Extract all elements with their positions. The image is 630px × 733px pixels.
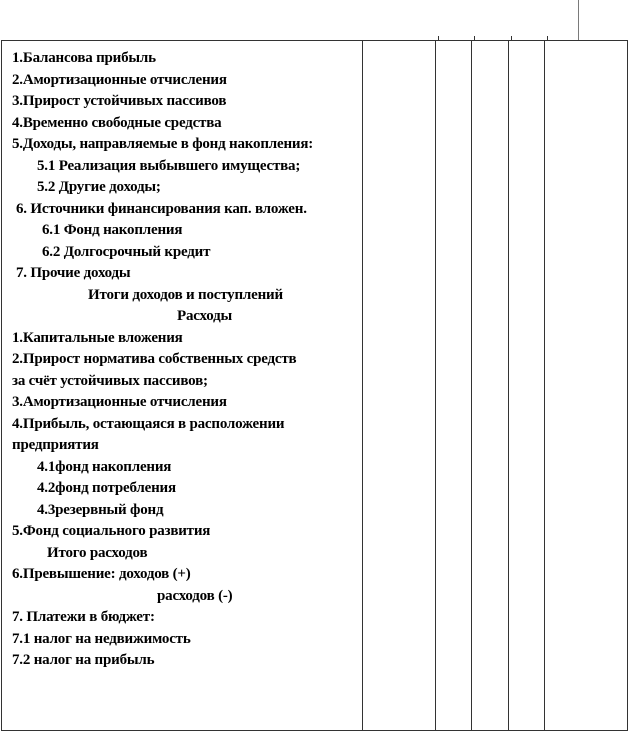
row-own-funds-norm-growth: 2.Прирост норматива собственных средств <box>12 351 297 367</box>
row-balance-profit: 1.Балансова прибыль <box>12 50 156 66</box>
row-expenses-total: Итого расходов <box>47 544 148 561</box>
column-divider-2 <box>435 41 436 730</box>
row-consumption-fund: 4.2фонд потребления <box>37 480 176 496</box>
row-budget-payments: 7. Платежи в бюджет: <box>12 609 155 625</box>
row-property-tax: 7.1 налог на недвижимость <box>12 630 191 647</box>
row-retained-profit-cont: предприятия <box>12 437 99 453</box>
row-expenses-heading: Расходы <box>177 308 233 324</box>
row-excess-expenses: расходов (-) <box>157 587 233 604</box>
column-divider-4 <box>508 41 509 730</box>
row-depreciation-expense: 3.Амортизационные отчисления <box>12 394 227 410</box>
row-reserve-fund: 4.3резервный фонд <box>37 501 164 518</box>
row-profit-tax: 7.2 налог на прибыль <box>12 652 155 668</box>
row-income-total: Итоги доходов и поступлений <box>88 286 283 303</box>
row-stable-liabilities-growth: 3.Прирост устойчивых пассивов <box>12 93 227 109</box>
row-accumulation-fund: 6.1 Фонд накопления <box>42 222 183 238</box>
row-other-income: 7. Прочие доходы <box>16 265 131 281</box>
column-divider-3 <box>471 41 472 730</box>
row-excess-income: 6.Превышение: доходов (+) <box>12 566 191 582</box>
row-capital-investments: 1.Капитальные вложения <box>12 329 183 346</box>
row-retained-profit: 4.Прибыль, остающаяся в расположении <box>12 415 285 432</box>
row-accumulation-fund-exp: 4.1фонд накопления <box>37 458 172 475</box>
row-long-term-credit: 6.2 Долгосрочный кредит <box>42 243 211 260</box>
column-divider-5 <box>544 41 545 730</box>
column-tick-4 <box>547 36 548 41</box>
row-income-to-accumulation-fund: 5.Доходы, направляемые в фонд накопления: <box>12 136 314 152</box>
finance-plan-table <box>1 40 628 731</box>
row-depreciation: 2.Амортизационные отчисления <box>12 71 227 88</box>
row-retired-property-sale: 5.1 Реализация выбывшего имущества; <box>37 157 301 174</box>
row-temporarily-free-funds: 4.Временно свободные средства <box>12 114 222 131</box>
row-own-funds-norm-growth-cont: за счёт устойчивых пассивов; <box>12 372 208 389</box>
column-tick-2 <box>474 36 475 41</box>
row-social-development-fund: 5.Фонд социального развития <box>12 523 211 539</box>
column-tick-1 <box>438 36 439 41</box>
row-other-income-sub: 5.2 Другие доходы; <box>37 179 161 195</box>
header-vertical-rule <box>578 0 579 40</box>
row-labels-column <box>12 48 372 672</box>
row-capex-financing-sources: 6. Источники финансирования кап. вложен. <box>16 200 307 217</box>
column-tick-3 <box>511 36 512 41</box>
